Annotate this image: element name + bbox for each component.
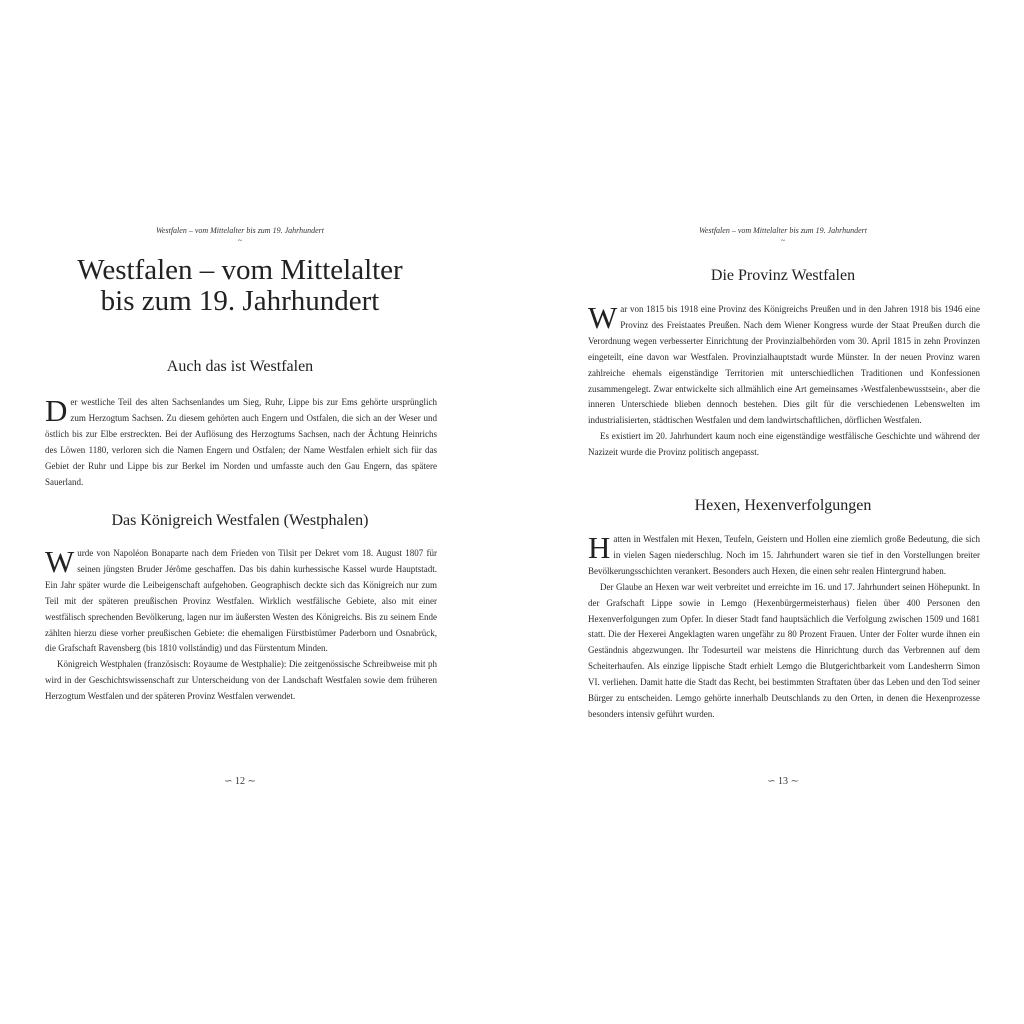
drop-cap: D [45,393,68,428]
folio-ornament-right: ∼ [247,776,256,787]
section-heading: Auch das ist Westfalen [166,358,314,375]
paragraph [45,395,437,490]
chapter-title-line2: bis zum 19. Jahrhundert [100,285,380,317]
paragraph-text: er westliche Teil des alten Sachsenlandes um Sieg, Ruhr, Lippe bis zur Ems gehörte ursprünglich zum Herzogtum Sachsen. Zu diesem gehörten auch Engern und Ostfalen, die sich an der Weser und östlich bis zur Elbe erstreckten. Bei der Auflösung des Herzogtums Sachsen, nach der Ächtung Heinrichs des Löwen 1180, verloren sich die Namen Engern und Ostfalen; der Name Westfalen erhielt sich für das Gebiet der Ruhr und Lippe bis zur Berkel im Norden und umfasste auch den Gau Engern, das spätere Sauerland. [45,397,437,487]
section-heading: Die Provinz Westfalen [710,267,856,284]
paragraph [45,546,437,657]
drop-cap: H [588,530,611,565]
paragraph: Der Glaube an Hexen war weit verbreitet und erreichte im 16. und 17. Jahrhundert seinen Höhepunkt. In der Grafschaft Lippe sowie in Lemgo (Hexenbürgermeisterhaus) fielen über 400 Personen den Hexenverfolgungen zum Opfer. In dieser Stadt fand hauptsächlich die Verfolgung zwischen 1509 und 1681 statt. Die der Hexerei Angeklagten waren ungefähr zu 80 Prozent Frauen. Unter der Folter wurde ihnen ein Geständnis abgezwungen. Ihr Todesurteil war meistens die Hinrichtung durch das Verbrennen auf dem Scheiterhaufen. Als einzige lippische Stadt erhielt Lemgo die Blutgerichtbarkeit vom Landesherrn Simon VI. verliehen. Damit hatte die Stadt das Recht, bei bestimmten Straftaten über das Leben und den Tod seiner Bürger zu entscheiden. Lemgo gehörte innerhalb Deutschlands zu den Orten, in denen die Hexenprozesse besonders intensiv geführt wurden. [588,581,980,719]
chapter-title-line1: Westfalen – vom Mittelalter [77,254,403,286]
ornament: ~ [237,236,243,245]
section-body [588,532,980,723]
paragraph-text: ar von 1815 bis 1918 eine Provinz des Königreichs Preußen und in den Jahren 1918 bis 1946 eine Provinz des Freistaates Preußen. Nach dem Wiener Kongress wurde der Staat Preußen durch die Verordnung wegen verbesserter Einrichtung der Provinzialbehörden vom 30. April 1815 in zehn Provinzen eingeteilt, eine davon war Westfalen. Provinzialhauptstadt wurde Münster. In der neuen Provinz waren zahlreiche ehemals eigenständige Territorien mit unterschiedlichen Traditionen und Konfessionen zusammengelegt. Zwar entwickelte sich allmählich eine Art gemeinsames ›Westfalenbewusstsein‹, aber die inneren Unterschiede blieben dennoch bestehen. Dies gilt für die verschiedenen Lebenswelten im industrialisierten, städtischen Westfalen und dem landwirtschaftlichen, dörflichen Westfalen. [588,304,980,426]
ornament: ~ [780,236,786,245]
drop-cap: W [588,300,618,335]
paragraph-text: atten in Westfalen mit Hexen, Teufeln, Geistern und Hollen eine ziemlich große Bedeutung, die sich in vielen Sagen niederschlug. Noch im 15. Jahrhundert waren sie tief in den Vorstellungen breiter Bevölkerungsschichten verankert. Besonders auch Hexen, die einen sehr realen Hintergrund haben. [588,534,980,576]
page-number [40,776,440,787]
paragraph [588,302,980,429]
section-body [45,546,437,705]
running-head: Westfalen – vom Mittelalter bis zum 19. Jahrhundert [699,226,867,235]
folio-ornament-left: ∽ [767,776,776,787]
chapter-title [40,255,440,317]
section-body [45,395,437,490]
folio-number: 13 [778,776,788,787]
folio-ornament-left: ∽ [224,776,233,787]
folio-number: 12 [235,776,245,787]
page-number [583,776,983,787]
paragraph [588,532,980,580]
paragraph: Es existiert im 20. Jahrhundert kaum noch eine eigenständige westfälische Geschichte und während der Nazizeit wurde die Provinz politisch angepasst. [588,431,980,458]
drop-cap: W [45,544,75,579]
folio-ornament-right: ∼ [790,776,799,787]
paragraph: Königreich Westphalen (französisch: Royaume de Westphalie): Die zeitgenössische Schreibweise mit ph wird in der Geschichtswissenschaft zur Unterscheidung von der Landschaft Westfalen sowie dem früheren Herzogtum Westfalen und der späteren Provinz Westfalen verwendet. [45,659,437,702]
section-heading: Das Königreich Westfalen (Westphalen) [111,512,369,529]
section-body [588,302,980,461]
paragraph-text: urde von Napoléon Bonaparte nach dem Frieden von Tilsit per Dekret vom 18. August 1807 für seinen jüngsten Bruder Jérôme geschaffen. Das bis dahin kurhessische Kassel wurde Hauptstadt. Ein Jahr später wurde die Leibeigenschaft aufgehoben. Geographisch deckte sich das Königreich nur zum Teil mit der späteren preußischen Provinz Westfalen. Wirklich westfälische Gebiete, also mit einer westfälisch sprechenden Bevölkerung, lagen nur im äußersten Westen des Königreichs. Bis zu seinem Ende zählten hierzu diese vorher preußischen Gebiete: die ehemaligen Fürstbistümer Paderborn und Osnabrück, die Grafschaft Ravensberg (bis 1810 vollständig) und das Fürstentum Minden. [45,548,437,654]
running-head: Westfalen – vom Mittelalter bis zum 19. Jahrhundert [156,226,324,235]
section-heading: Hexen, Hexenverfolgungen [694,497,872,514]
